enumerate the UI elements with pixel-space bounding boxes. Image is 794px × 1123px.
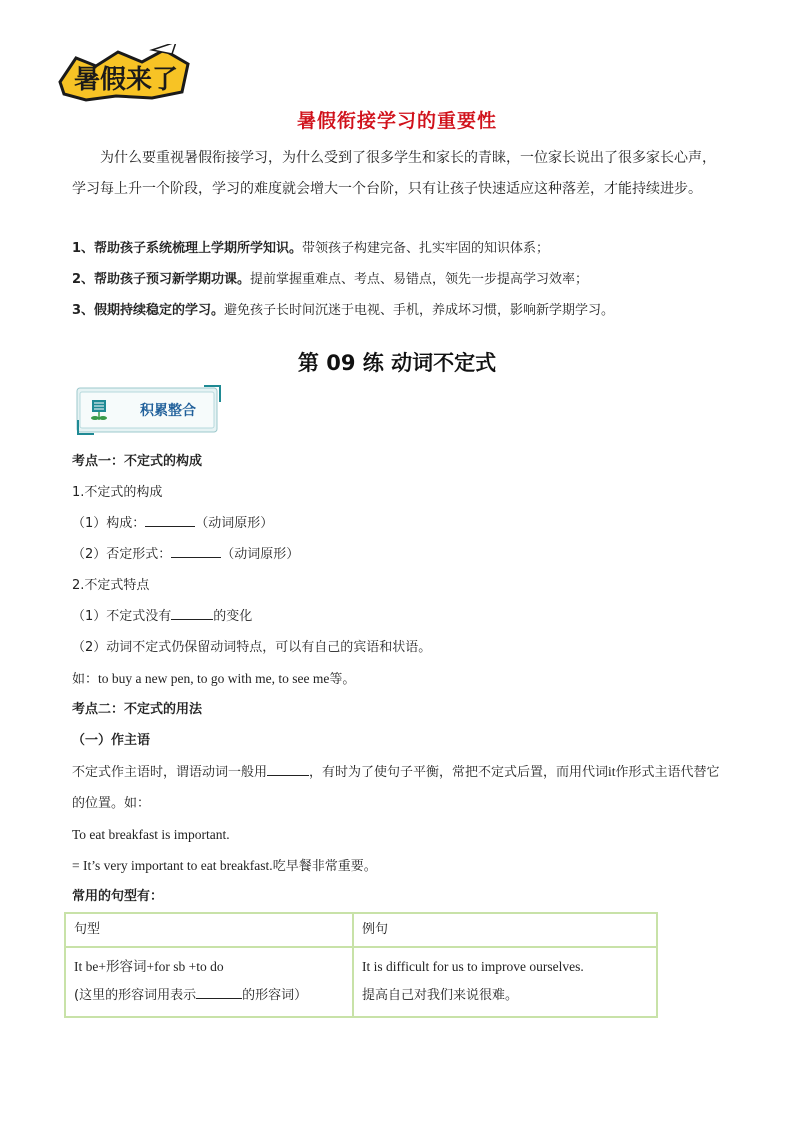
badge-label: 积累整合 [140,403,196,419]
table-header-pattern: 句型 [65,913,353,947]
example-sentence-2: = It’s very important to eat breakfast.吃早餐非常重要。 [72,858,377,874]
key-point-3-text: 避免孩子长时间沉迷于电视、手机，养成坏习惯，影响新学期学习。 [224,303,615,318]
summer-logo [56,44,196,104]
book-plant-icon [91,400,107,420]
pattern-table [64,912,658,1018]
key-point-3-lead: 3、假期持续稳定的学习。 [72,303,225,318]
key-points [72,233,732,326]
key-point-2-lead: 2、帮助孩子预习新学期功课。 [72,272,251,287]
kp2-title: 考点二：不定式的用法 [72,702,203,717]
key-point-1 [72,233,732,264]
table-header-row [65,913,657,947]
s2-title: 2.不定式特点 [72,578,150,593]
sub1-text: 不定式作主语时，谓语动词一般用 ，有时为了使句子平衡，常把不定式后置，而用代词it作形式主语代替它的位置。如： [72,756,732,819]
example-sentence-1: To eat breakfast is important. [72,827,230,842]
page-title: 暑假衔接学习的重要性 [296,110,497,132]
badge-frame [76,384,222,436]
example-line: 如：to buy a new pen, to go with me, to see me等。 [72,671,356,687]
lesson-content [72,446,732,912]
s2-item-b: （2）动词不定式仍保留动词特点，可以有自己的宾语和状语。 [72,640,432,655]
s1-item-b: （2）否定形式： （动词原形） [72,539,732,570]
intro-paragraph: 为什么要重视暑假衔接学习，为什么受到了很多学生和家长的青睐，一位家长说出了很多家长心声，学习每上升一个阶段，学习的难度就会增大一个台阶，只有让孩子快速适应这种落差，才能持续进步。 [72,150,716,197]
s1-title: 1.不定式的构成 [72,485,163,500]
summer-logo-art [56,44,196,104]
key-point-2 [72,264,732,295]
fill-blank[interactable] [145,512,195,527]
common-patterns-title: 常用的句型有： [72,889,164,904]
sub1-title: （一）作主语 [72,733,151,748]
accumulation-badge [76,384,222,436]
table-row [65,947,657,1017]
table-header-example: 例句 [353,913,657,947]
fill-blank[interactable] [171,605,213,620]
key-point-3 [72,295,732,326]
key-point-1-lead: 1、帮助孩子系统梳理上学期所学知识。 [72,241,303,256]
kp1-title: 考点一：不定式的构成 [72,454,203,469]
s2-item-a: （1）不定式没有 的变化 [72,601,732,632]
key-point-2-text: 提前掌握重难点、考点、易错点，领先一步提高学习效率； [250,272,589,287]
table-cell-example: It is difficult for us to improve ourselves. 提高自己对我们来说很难。 [353,947,657,1017]
table-cell-pattern: It be+形容词+for sb +to do (这里的形容词用表示 的形容词） [65,947,353,1017]
lesson-title: 第 09 练 动词不定式 [297,351,497,375]
fill-blank[interactable] [267,761,309,776]
key-point-1-text: 带领孩子构建完备、扎实牢固的知识体系； [302,241,550,256]
fill-blank[interactable] [171,543,221,558]
s1-item-a: （1）构成： （动词原形） [72,508,732,539]
fill-blank[interactable] [196,984,242,999]
intro-section [72,143,720,205]
summer-logo-text: 暑假来了 [73,65,179,95]
